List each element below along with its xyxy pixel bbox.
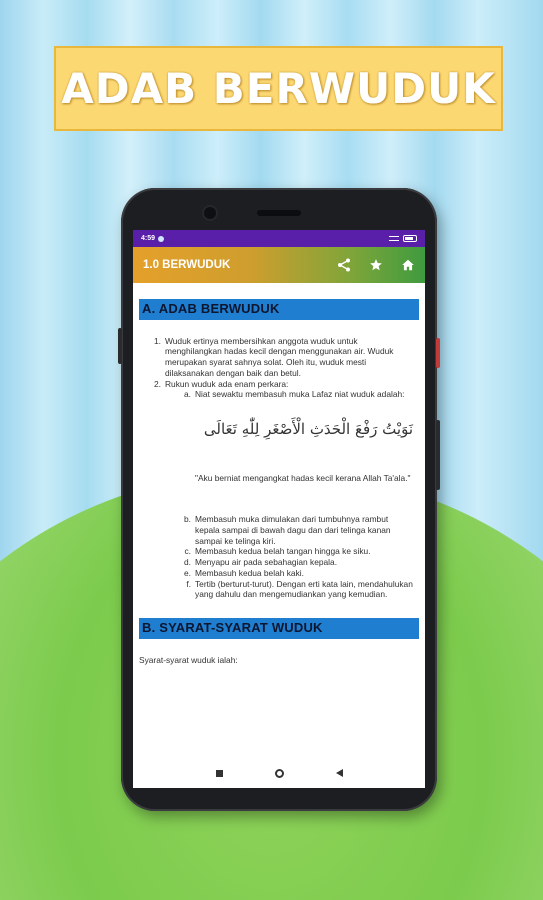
home-nav-icon[interactable] bbox=[275, 769, 284, 778]
app-bar-title: 1.0 BERWUDUK bbox=[143, 259, 231, 271]
side-button bbox=[436, 420, 440, 490]
sub-list-text: Menyapu air pada sebahagian kepala. bbox=[195, 557, 338, 568]
banner-title: ADAB BERWUDUK bbox=[61, 64, 496, 113]
list-text: Wuduk ertinya membersihkan anggota wuduk untuk menghilangkan hadas kecil dengan menggunakan air. Wuduk merupakan syarat sahnya solat. Oleh itu, wuduk mesti dilaksanakan dengan baik dan betul. bbox=[165, 335, 394, 378]
front-camera bbox=[204, 207, 216, 219]
notification-dot-icon bbox=[158, 236, 164, 242]
sub-list-letter: b. bbox=[184, 514, 191, 525]
sub-list-item bbox=[165, 568, 419, 579]
signal-icon bbox=[389, 236, 399, 241]
phone-frame bbox=[121, 188, 437, 811]
niat-arabic-text: نَوَيْتُ رَفْعَ الْحَدَثِ الْأَصْغَرِ لِلّٰهِ تَعَالَى bbox=[203, 420, 413, 439]
sub-list-letter: a. bbox=[184, 389, 191, 400]
list-item bbox=[139, 379, 419, 390]
status-time: 4:59 bbox=[141, 235, 156, 242]
sub-list-letter: c. bbox=[184, 546, 191, 557]
sub-list-item bbox=[165, 514, 419, 546]
sub-list-text: Membasuh muka dimulakan dari tumbuhnya rambut kepala sampai di bawah dagu dan dari telinga kanan sampai ke telinga kiri. bbox=[195, 514, 391, 546]
section-header-a: A. ADAB BERWUDUK bbox=[139, 299, 419, 320]
power-button bbox=[436, 338, 440, 368]
article-content bbox=[133, 283, 425, 665]
battery-icon bbox=[403, 235, 417, 242]
phone-screen bbox=[133, 230, 425, 788]
sub-list-text: Membasuh kedua belah kaki. bbox=[195, 567, 304, 578]
list-number: 2. bbox=[154, 378, 161, 389]
sub-list-letter: e. bbox=[184, 567, 191, 578]
niat-translation: "Aku berniat mengangkat hadas kecil kerana Allah Ta'ala." bbox=[195, 473, 411, 484]
status-bar bbox=[133, 230, 425, 247]
sub-list-text: Niat sewaktu membasuh muka Lafaz niat wuduk adalah: bbox=[195, 389, 405, 400]
sub-list-letter: d. bbox=[184, 557, 191, 568]
sub-list bbox=[165, 514, 419, 600]
sub-list-letter: f. bbox=[186, 578, 191, 589]
title-banner bbox=[54, 46, 503, 131]
section-header-b: B. SYARAT-SYARAT WUDUK bbox=[139, 618, 419, 639]
app-bar bbox=[133, 247, 425, 283]
sub-list-text: Tertib (berturut-turut). Dengan erti kata lain, mendahulukan yang dahulu dan mengemudiankan yang kemudian. bbox=[195, 578, 413, 600]
earpiece-speaker bbox=[257, 210, 301, 216]
list-number: 1. bbox=[154, 335, 161, 346]
star-icon[interactable] bbox=[369, 258, 383, 272]
sub-list-text: Membasuh kedua belah tangan hingga ke siku. bbox=[195, 546, 371, 557]
back-icon[interactable] bbox=[336, 769, 343, 777]
home-icon[interactable] bbox=[401, 258, 415, 272]
sub-list-item bbox=[165, 546, 419, 557]
system-nav-bar bbox=[133, 758, 425, 788]
sub-list bbox=[165, 389, 419, 400]
share-icon[interactable] bbox=[337, 258, 351, 272]
list-item bbox=[139, 336, 419, 379]
recents-icon[interactable] bbox=[216, 770, 223, 777]
sub-list-item bbox=[165, 389, 419, 400]
numbered-list bbox=[139, 336, 419, 600]
sub-list-item bbox=[165, 557, 419, 568]
volume-button bbox=[118, 328, 122, 364]
sub-list-item bbox=[165, 579, 419, 601]
paragraph: Syarat-syarat wuduk ialah: bbox=[139, 654, 238, 665]
list-text: Rukun wuduk ada enam perkara: bbox=[165, 378, 289, 389]
